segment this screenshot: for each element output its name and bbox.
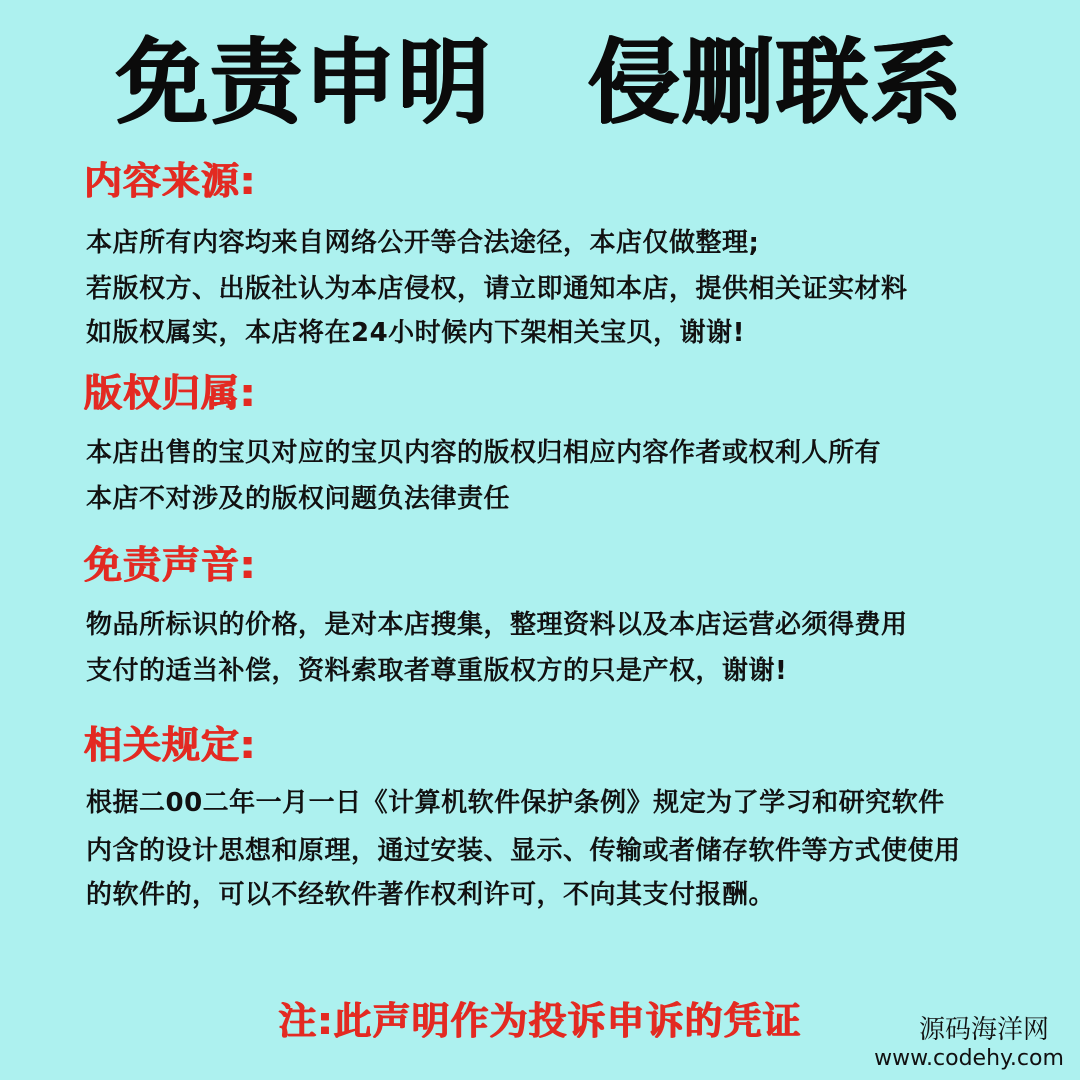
- complaint-evidence-note: 注:此声明作为投诉申诉的凭证: [278, 999, 802, 1043]
- heading-content-source: 内容来源:: [84, 159, 257, 203]
- regulations-line-2: 内含的设计思想和原理，通过安装、显示、传输或者储存软件等方式使使用: [86, 836, 961, 866]
- heading-disclaimer-statement: 免责声音:: [84, 543, 257, 587]
- copyright-line-2: 本店不对涉及的版权问题负法律责任: [86, 484, 511, 514]
- disclaimer-line-2: 支付的适当补偿，资料索取者尊重版权方的只是产权，谢谢!: [86, 656, 788, 686]
- copyright-line-1: 本店出售的宝贝对应的宝贝内容的版权归相应内容作者或权利人所有: [86, 438, 882, 468]
- heading-related-regulations: 相关规定:: [84, 723, 257, 767]
- watermark-site-name: 源码海洋网: [918, 1015, 1049, 1045]
- regulations-line-3: 的软件的，可以不经软件著作权利许可，不向其支付报酬。: [86, 880, 776, 910]
- site-watermark: [864, 1014, 1074, 1072]
- content-source-line-3: 如版权属实，本店将在24小时候内下架相关宝贝，谢谢!: [86, 318, 746, 348]
- disclaimer-line-1: 物品所标识的价格，是对本店搜集，整理资料以及本店运营必须得费用: [86, 610, 908, 640]
- title-disclaimer: 免责申明: [115, 29, 492, 136]
- content-source-line-2: 若版权方、出版社认为本店侵权，请立即通知本店，提供相关证实材料: [86, 274, 908, 304]
- title-contact-removal: 侵删联系: [588, 29, 965, 136]
- content-source-line-1: 本店所有内容均来自网络公开等合法途径，本店仅做整理;: [86, 228, 760, 258]
- page-title: [0, 28, 1080, 138]
- watermark-url: www.codehy.com: [874, 1046, 1064, 1071]
- regulations-line-1: 根据二00二年一月一日《计算机软件保护条例》规定为了学习和研究软件: [86, 788, 945, 818]
- heading-copyright-ownership: 版权归属:: [84, 371, 257, 415]
